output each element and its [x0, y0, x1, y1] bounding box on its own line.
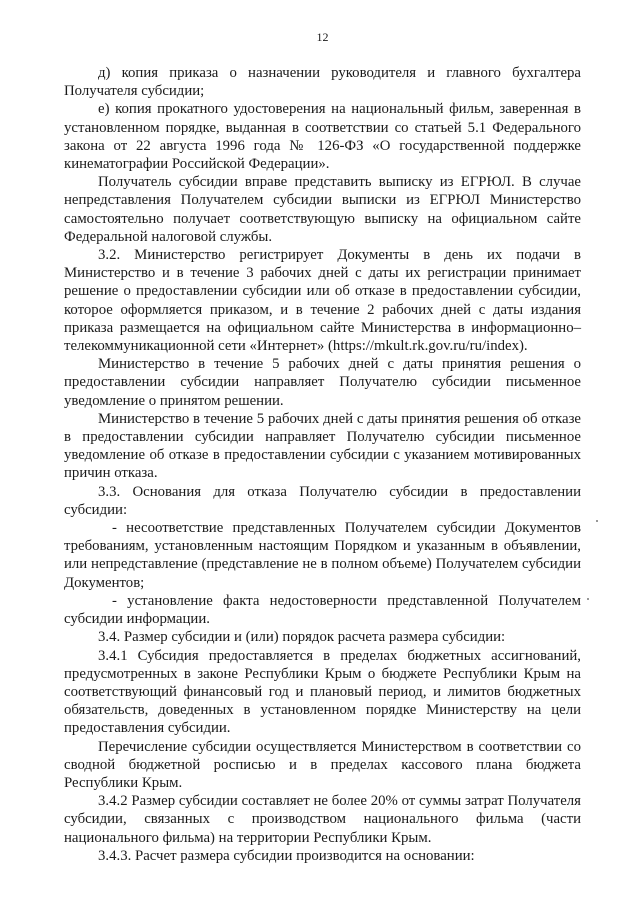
paragraph-3-4-3: 3.4.3. Расчет размера субсидии производится на основании: — [98, 847, 475, 864]
paragraph-transfer: Перечисление субсидии осуществляется Министерством в соответствии со сводной бюджетной росписью и в пределах кассового плана бюджета Республики Крым. — [64, 738, 581, 791]
page-number: 12 — [316, 30, 329, 44]
paragraph-item-e: е) копия прокатного удостоверения на национальный фильм, заверенная в установленном порядке, выданная в соответствии со статьей 5.1 Федерального закона от 22 августа 1996 года № 126-ФЗ «О государственной поддержке кинематографии Российской Федерации». — [64, 101, 581, 173]
scan-speck — [596, 520, 598, 522]
paragraph-item-d: д) копия приказа о назначении руководителя и главного бухгалтера Получателя субсидии; — [64, 65, 581, 100]
paragraph-3-4-2: 3.4.2 Размер субсидии составляет не более 20% от суммы затрат Получателя субсидии, связанных с производством национального фильма (части национального фильма) на территории Республики Крым. — [64, 793, 581, 846]
list-item-nonconformity: - несоответствие представленных Получателем субсидии Документов требованиям, установленным настоящим Порядком и указанным в объявлении, или непредставление (представление не в полном объеме) Получателем субсидии Документов; — [64, 520, 581, 591]
paragraph-approval-notice: Министерство в течение 5 рабочих дней с даты принятия решения о предоставлении субсидии направляет Получателю субсидии письменное уведомление о принятом решении. — [64, 356, 581, 409]
paragraph-3-4-1: 3.4.1 Субсидия предоставляется в пределах бюджетных ассигнований, предусмотренных в законе Республики Крым о бюджете Республики Крым на соответствующий финансовый год и плановый период, и лимитов бюджетных обязательств, доведенных в установленном порядке Министерству на цели предоставления субсидии. — [64, 647, 581, 737]
paragraph-3-4: 3.4. Размер субсидии и (или) порядок расчета размера субсидии: — [98, 629, 506, 646]
list-item-false-information: - установление факта недостоверности представленной Получателем субсидии информации. — [64, 592, 581, 628]
scan-speck — [587, 598, 589, 600]
paragraph-3-2: 3.2. Министерство регистрирует Документы в день их подачи в Министерство и в течение 3 рабочих дней с даты их регистрации принимает решение о предоставлении субсидии или об отказе в предоставлении субсидии, которое оформляется приказом, и в течение 2 рабочих дней с даты издания приказа размещается на официальном сайте Министерства в информационно–телекоммуникационной сети «Интернет» (https://mkult.rk.gov.ru/ru/index). — [64, 247, 581, 355]
paragraph-refusal-notice: Министерство в течение 5 рабочих дней с даты принятия решения об отказе в предоставлении субсидии направляет Получателю субсидии письменное уведомление об отказе в предоставлении субсидии с указанием мотивированных причин отказа. — [64, 410, 581, 482]
paragraph-egrul: Получатель субсидии вправе представить выписку из ЕГРЮЛ. В случае непредставления Получателем субсидии выписки из ЕГРЮЛ Министерство самостоятельно получает соответствующую выписку на официальном сайте Федеральной налоговой службы. — [64, 174, 581, 245]
paragraph-3-3: 3.3. Основания для отказа Получателю субсидии в предоставлении субсидии: — [64, 483, 581, 518]
